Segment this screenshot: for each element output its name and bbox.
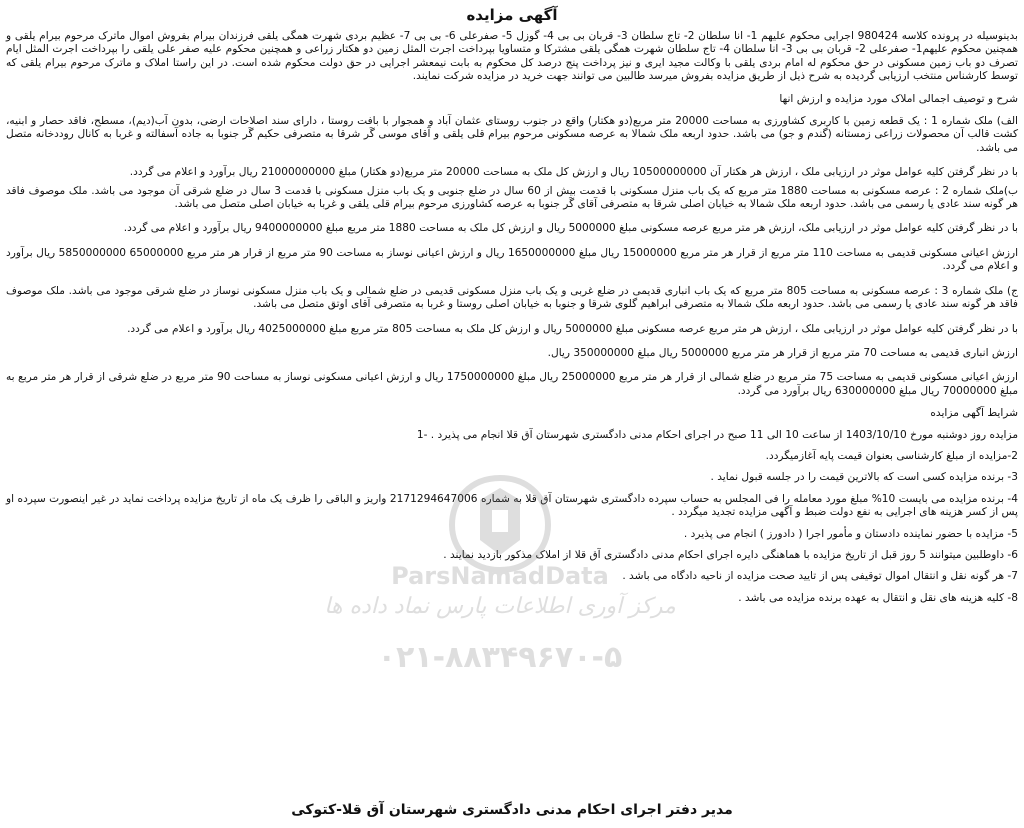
condition-item: 4- برنده مزایده می بایست 10% مبلغ مورد معامله را فی المجلس به حساب سپرده دادگستری شهرستان آق قلا به شماره 2171294647006 واریز و الباقی را ظرف یک ماه از تاریخ مزایده پرداخت نماید در غیر اینصورت سپرده او پس از کسر هزینه های اجرایی به نفع دولت ضبط و آگهی مزایده تجدید میگردد . — [6, 492, 1018, 519]
property-b-buildings-value: ارزش اعیانی مسکونی قدیمی به مساحت 110 متر مربع از قرار هر متر مربع 15000000 ریال مبلغ 1650000000 ریال و ارزش اعیانی نوساز به مساحت 90 متر مربع از قرار هر متر مربع 65000000 5850000000 ریال برآورد و اعلام می گردد. — [6, 246, 1019, 273]
section-heading: شرح و توصیف اجمالی املاک مورد مزایده و ارزش انها — [779, 92, 1018, 105]
condition-item: 5- مزایده با حضور نماینده دادستان و مأمور اجرا ( دادورز ) انجام می پذیرد . — [683, 527, 1018, 540]
property-c-description: ج) ملک شماره 3 : عرصه مسکونی به مساحت 805 متر مربع که یک باب انباری قدیمی در ضلع غربی و یک باب منزل مسکونی قدیمی در ضلع شمالی و یک باب منزل مسکونی نوساز در ضلع شرقی موجود می باشد. ملک موصوف فاقد هر گونه سند عادی یا رسمی می باشد. حدود اربعه ملک شمالا به متصرفی ابراهیم گلوی شرقا و جنوبا به خیابان اصلی روستا و غربا به متصرفی آقای اوتق متصل می باشد. — [6, 284, 1018, 311]
condition-item: 6- داوطلبین میتوانند 5 روز قبل از تاریخ مزایده با هماهنگی دایره اجرای احکام مدنی دادگستری آق قلا از املاک مذکور بازدید نمایند . — [443, 548, 1018, 561]
watermark-phone: ۰۲۱-۸۸۳۴۹۶۷۰-۵ — [377, 640, 623, 675]
property-c-value: با در نظر گرفتن کلیه عوامل موثر در ارزیابی ملک ، ارزش هر متر مربع عرصه مسکونی مبلغ 5000000 ریال و ارزش کل ملک به مساحت 805 متر مربع مبلغ 4025000000 ریال برآورد و اعلام می گردد. — [127, 322, 1018, 335]
property-c-storage-value: ارزش انباری قدیمی به مساحت 70 متر مربع از قرار هر متر مربع 5000000 ریال مبلغ 350000000 ریال. — [547, 346, 1018, 359]
condition-item: 3- برنده مزایده کسی است که بالاترین قیمت را در جلسه قبول نماید . — [710, 471, 1018, 484]
watermark-subtitle: مرکز آوری اطلاعات پارس نماد داده ها — [324, 594, 676, 619]
intro-paragraph: بدینوسیله در پرونده کلاسه 980424 اجرایی محکوم علیهم 1- انا سلطان 2- تاج سلطان 3- قربان بی بی 4- گوزل 5- صفرعلی 6- بی بی 7- عظیم بردی شهرت همگی یلقی فرزندان بیرام بفروش اموال ماترک مرحوم بیرام یلقی و همچنین محکوم علیهم1- صفرعلی 2- قربان بی بی 3- انا سلطان 4- تاج سلطان شهرت همگی یلقی مشترکا و متساویا بپرداخت اجرت المثل زمین دو هکتار زراعی و همچنین محکوم علیه صفر علی یلقی را بپرداخت اجرت المثل ایام تصرف دو باب زمین مسکونی در حق محکوم له امام بردی یلقی با وکالت مجید ایری و نیز پرداخت پنج درصد کل محکوم به بابت نیمعشر اجرایی در حق دولت محکوم شده است. در این راستا املاک و ماترک مرحوم بیرام یلقی که توسط کارشناس منتخب ارزیابی گردیده به شرح ذیل از طریق مزایده بفروش میرسد طالبین می توانند جهت خرید در مزایده شرکت نمایند. — [6, 30, 1019, 83]
property-a-description: الف) ملک شماره 1 : یک قطعه زمین با کاربری کشاورزی به مساحت 20000 متر مربع(دو هکتار) واقع در جنوب روستای عثمان آباد و همجوار با بافت روستا ، دارای سند اصلاحات ارضی، بدون آب(دیم)، مسطح، فاقد حصار و ابنیه، کشت قالب آن محصولات زراعی زمستانه (گندم و جو) می باشد. حدود اربعه ملک شمالا به عرصه مسکونی مرحوم بیرام قلی یلقی و آقای موسی گَر شرقا به متصرفی حکیم گَر جنوبا به جاده آسفالته و غربا به کانال روددخانه متصل می باشد. — [6, 115, 1018, 154]
notice-title: آگهی مزایده — [466, 6, 558, 24]
property-c-buildings-value: ارزش اعیانی مسکونی قدیمی به مساحت 75 متر مربع در ضلع شمالی از قرار هر متر مربع 25000000 ریال مبلغ 1750000000 ریال و ارزش اعیانی مسکونی نوساز به مساحت 90 متر مربع در ضلع شرقی از قرار هر متر مربع به مبلغ 70000000 ریال مبلغ 630000000 ریال برآورد می گردد. — [6, 371, 1018, 397]
condition-item: 7- هر گونه نقل و انتقال اموال توقیفی پس از تایید صحت مزایده از ناحیه دادگاه می باشد . — [622, 570, 1018, 583]
conditions-list — [6, 429, 1018, 606]
property-b-description: ب)ملک شماره 2 : عرصه مسکونی به مساحت 1880 متر مربع که یک باب منزل مسکونی با قدمت بیش از 60 سال در ضلع جنوبی و یک باب منزل مسکونی با قدمت 3 سال در ضلع شرقی آن موجود می باشد. ملک موصوف فاقد هر گونه سند عادی یا رسمی می باشد. حدود اربعه ملک شمالا به خیابان اصلی شرقا به متصرفی آقای گَر جنوبا به عرصه کشاورزی مرحوم بیرام قلی یلقی و غربا به خیابان اصلی متصل می باشد. — [6, 184, 1018, 211]
property-b-value: با در نظر گرفتن کلیه عوامل موثر در ارزیابی ملک، ارزش هر متر مربع عرصه مسکونی مبلغ 5000000 ریال و ارزش کل ملک به مساحت 1880 متر مربع مبلغ 9400000000 ریال برآورد و اعلام می گردد. — [123, 222, 1018, 235]
property-a-value: با در نظر گرفتن کلیه عوامل موثر در ارزیابی ملک ، ارزش هر هکتار آن 10500000000 ریال و ارزش کل ملک به مساحت 20000 متر مربع(دو هکتار) مبلغ 21000000000 ریال برآورد و اعلام می گردد. — [129, 166, 1018, 179]
condition-item: 2-مزایده از مبلغ کارشناسی بعنوان قیمت پایه آغازمیگردد. — [765, 449, 1018, 462]
condition-item: 8- کلیه هزینه های نقل و انتقال به عهده برنده مزایده می باشد . — [738, 591, 1018, 604]
condition-item: مزایده روز دوشنبه مورخ 1403/10/10 از ساعت 10 الی 11 صبح در اجرای احکام مدنی دادگستری شهرستان آق قلا انجام می پذیرد . -1 — [416, 428, 1018, 441]
conditions-heading: شرایط آگهی مزایده — [930, 407, 1018, 420]
notice-footer-signature: مدیر دفتر اجرای احکام مدنی دادگستری شهرستان آق قلا-کتوکی — [291, 802, 733, 818]
watermark-brand: ParsNamadData — [391, 562, 609, 590]
